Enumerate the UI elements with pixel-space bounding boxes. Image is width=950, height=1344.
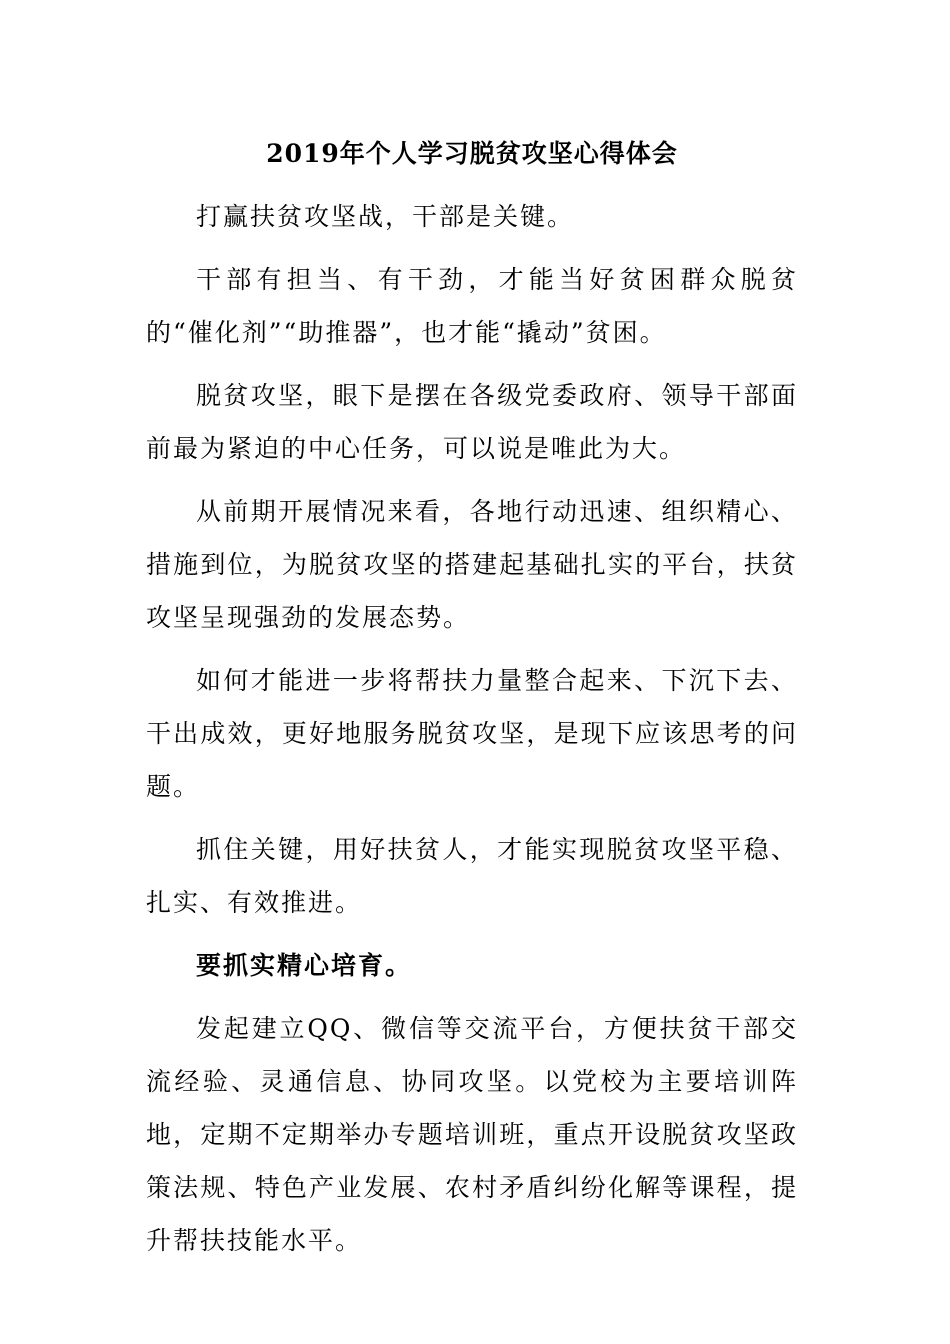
paragraph-4: 从前期开展情况来看，各地行动迅速、组织精心、措施到位，为脱贫攻坚的搭建起基础扎实的平台，扶贫攻坚呈现强劲的发展态势。 xyxy=(146,497,798,632)
paragraph-6: 抓住关键，用好扶贫人，才能实现脱贫攻坚平稳、扎实、有效推进。 xyxy=(146,835,798,917)
paragraph-5: 如何才能进一步将帮扶力量整合起来、下沉下去、干出成效，更好地服务脱贫攻坚，是现下应该思考的问题。 xyxy=(146,666,798,801)
paragraph-1: 打赢扶贫攻坚战，干部是关键。 xyxy=(196,202,575,231)
paragraph-2: 干部有担当、有干劲，才能当好贫困群众脱贫的“催化剂”“助推器”，也才能“撬动”贫困。 xyxy=(146,265,798,347)
paragraph-7: 发起建立QQ、微信等交流平台，方便扶贫干部交流经验、灵通信息、协同攻坚。以党校为主要培训阵地，定期不定期举办专题培训班，重点开设脱贫攻坚政策法规、特色产业发展、农村矛盾纠纷化解等课程，提升帮扶技能水平。 xyxy=(146,1014,798,1255)
paragraph-3: 脱贫攻坚，眼下是摆在各级党委政府、领导干部面前最为紧迫的中心任务，可以说是唯此为大。 xyxy=(146,381,798,463)
section-heading: 要抓实精心培育。 xyxy=(196,951,413,980)
document-body xyxy=(146,128,798,1277)
document-title: 2019年个人学习脱贫攻坚心得体会 xyxy=(266,139,678,168)
